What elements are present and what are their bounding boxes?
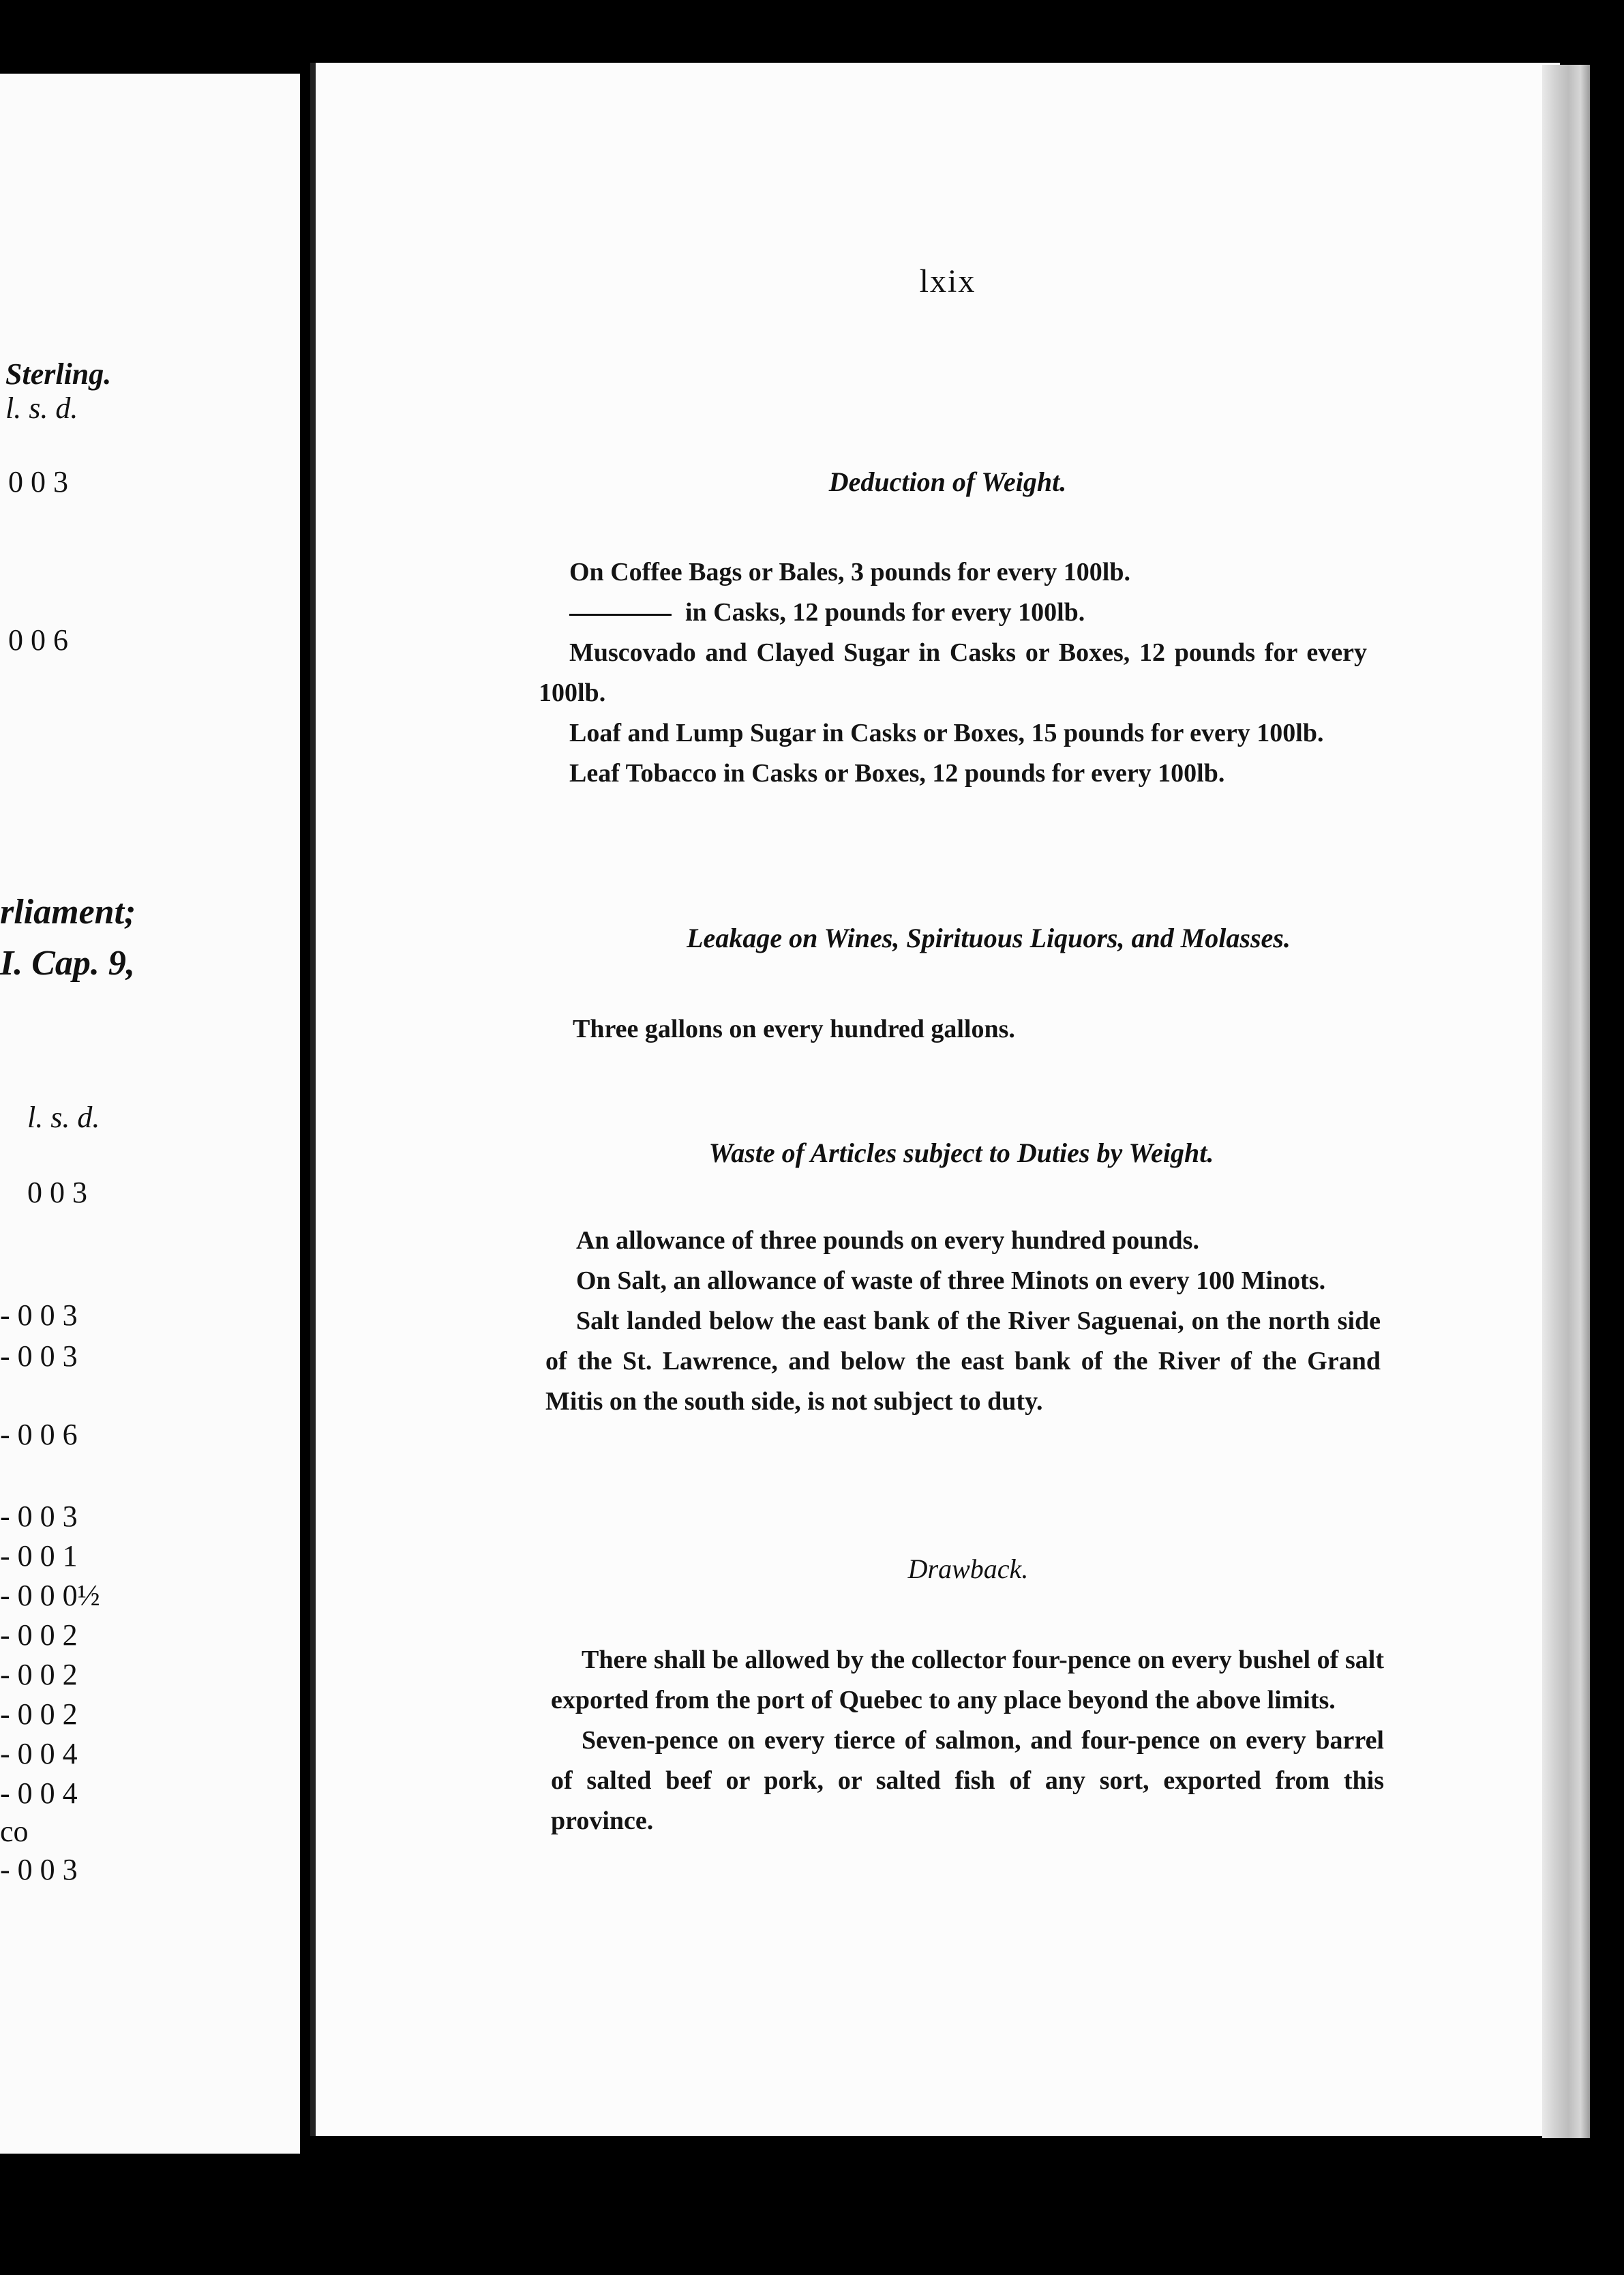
left-page: [0, 74, 348, 2154]
lsd-header: l. s. d.: [27, 1101, 100, 1134]
title-fragment-1: rliament;: [0, 893, 136, 932]
section-body: [539, 552, 1367, 794]
value-row: 0 0 6: [8, 623, 68, 657]
ditto-dash: [569, 614, 672, 616]
page-edge: [1542, 65, 1590, 2138]
paragraph: On Coffee Bags or Bales, 3 pounds for every 100lb.: [569, 558, 1130, 586]
section-heading: Drawback.: [907, 1553, 1029, 1584]
lsd-header-top: l. s. d.: [5, 391, 78, 425]
value-row: - 0 0 6: [0, 1418, 78, 1451]
section-heading: Deduction of Weight.: [828, 466, 1067, 497]
text-fragment: co: [0, 1815, 29, 1848]
section-body: [551, 1640, 1384, 1841]
value-row: - 0 0 1: [0, 1539, 78, 1573]
title-fragment-2: I. Cap. 9,: [0, 944, 135, 983]
value-row: - 0 0 2: [0, 1618, 78, 1652]
paragraph: Loaf and Lump Sugar in Casks or Boxes, 15 pounds for every 100lb.: [569, 719, 1324, 747]
value-row: - 0 0 3: [0, 1853, 78, 1886]
value-row: - 0 0 2: [0, 1697, 78, 1731]
paragraph: Seven-pence on every tierce of salmon, and four-pence on every barrel of salted beef or pork, or salted fish of any sort, exported from this province.: [551, 1726, 1384, 1835]
section-body: [545, 1221, 1381, 1422]
sterling-header: Sterling.: [5, 357, 112, 391]
value-row: - 0 0 4: [0, 1737, 78, 1770]
value-row: 0 0 3: [27, 1176, 87, 1209]
value-row: - 0 0 0½: [0, 1579, 100, 1612]
section-heading: Waste of Articles subject to Duties by Weight.: [708, 1138, 1214, 1168]
page-number: lxix: [919, 263, 976, 299]
section-heading: Leakage on Wines, Spirituous Liquors, and Molasses.: [687, 923, 1291, 953]
value-row: - 0 0 3: [0, 1298, 78, 1332]
section-body: [542, 1009, 1370, 1050]
paragraph: Salt landed below the east bank of the River Saguenai, on the north side of the St. Lawrence, and below the east bank of the River of the Grand Mitis on the south side, is not subject to duty.: [545, 1307, 1381, 1416]
paragraph: On Salt, an allowance of waste of three Minots on every 100 Minots.: [576, 1266, 1326, 1295]
value-row: - 0 0 2: [0, 1658, 78, 1691]
paragraph: There shall be allowed by the collector four-pence on every bushel of salt exported from the port of Quebec to any place beyond the above limits.: [551, 1646, 1384, 1714]
paragraph: An allowance of three pounds on every hundred pounds.: [576, 1226, 1199, 1255]
paragraph: Leaf Tobacco in Casks or Boxes, 12 pounds for every 100lb.: [569, 759, 1225, 788]
value-row: - 0 0 3: [0, 1500, 78, 1533]
paragraph: Three gallons on every hundred gallons.: [573, 1015, 1015, 1043]
paragraph: in Casks, 12 pounds for every 100lb.: [539, 593, 1367, 633]
paragraph: Muscovado and Clayed Sugar in Casks or Boxes, 12 pounds for every 100lb.: [539, 638, 1367, 707]
value-row: - 0 0 3: [0, 1339, 78, 1373]
value-row: 0 0 3: [8, 465, 68, 499]
value-row: - 0 0 4: [0, 1776, 78, 1810]
